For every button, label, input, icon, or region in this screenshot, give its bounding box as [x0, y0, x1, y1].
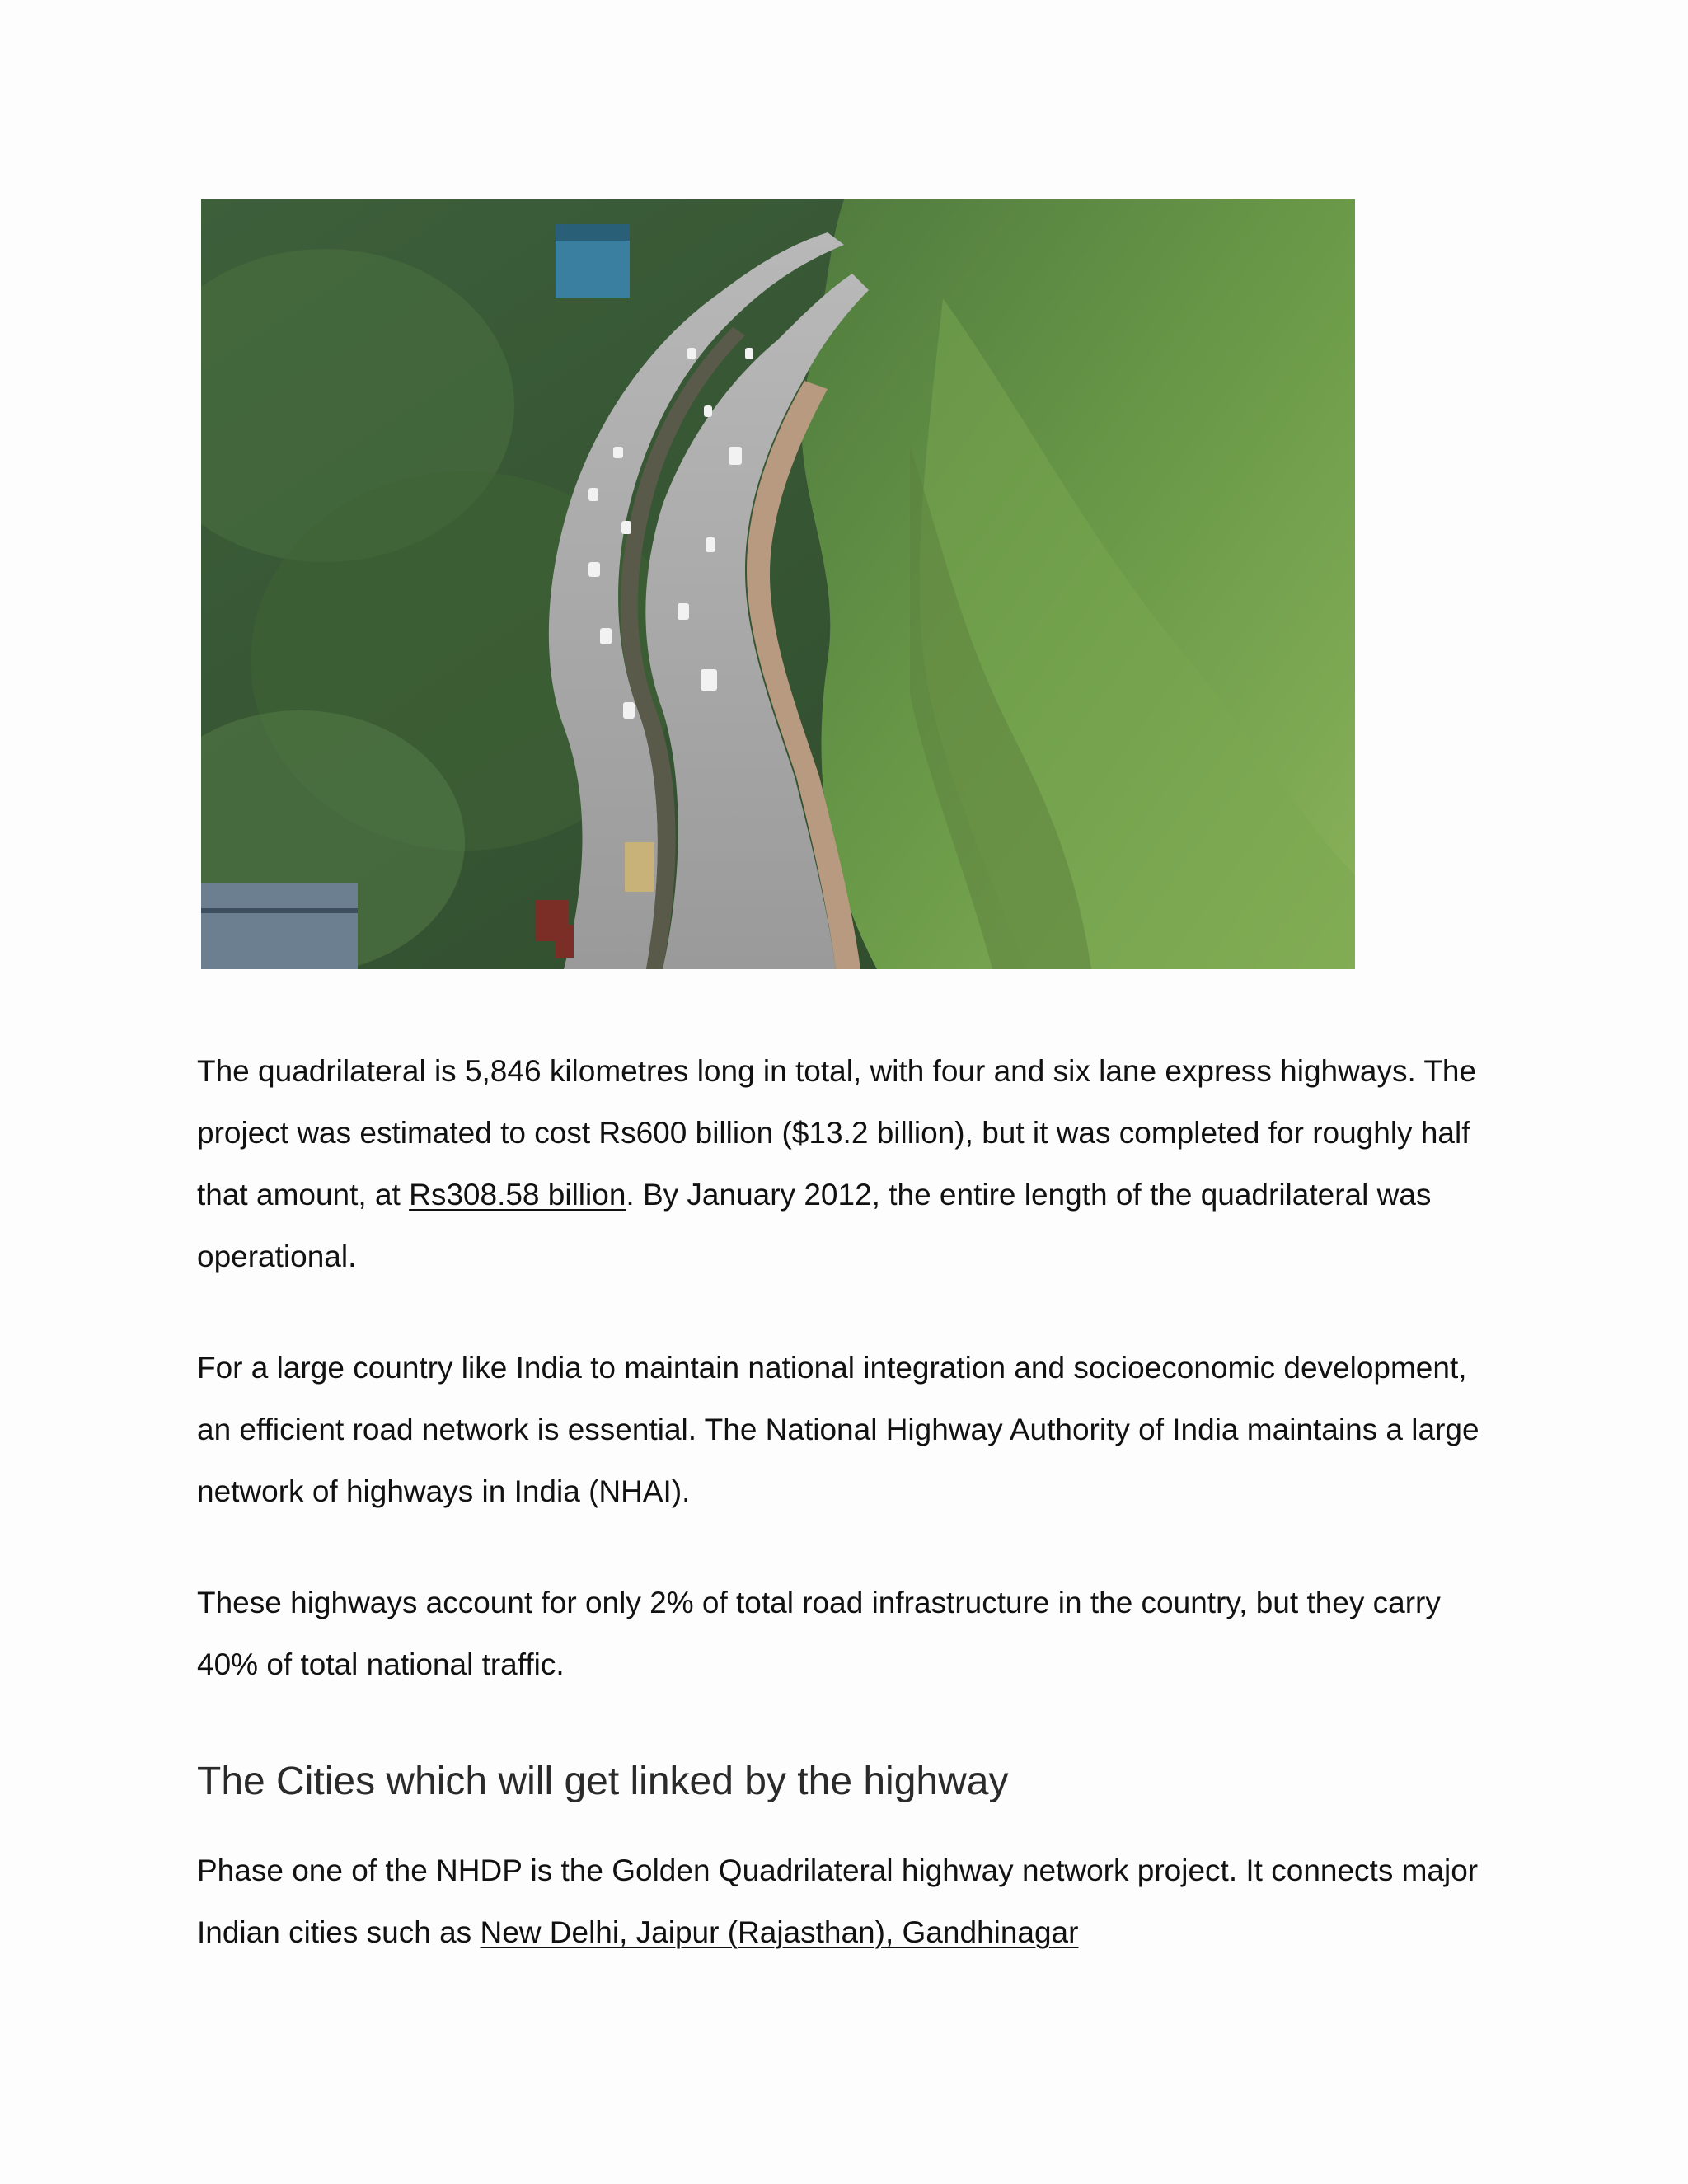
paragraph-text [197, 1040, 1483, 1287]
section-heading-wrapper [197, 1757, 1483, 1807]
paragraph-text [197, 1840, 1483, 1963]
paragraph-text-post: . By January 2012, the entire length of the quadrilateral was operational. [197, 1178, 1432, 1273]
paragraph-text: These highways account for only 2% of total road infrastructure in the country, but they carry 40% of total national traffic. [197, 1586, 1441, 1681]
highway-photo [201, 199, 1355, 969]
cost-link[interactable]: Rs308.58 billion [409, 1178, 626, 1212]
cities-link[interactable]: New Delhi, Jaipur (Rajasthan), Gandhinagar [480, 1915, 1079, 1949]
paragraph-cities [197, 1840, 1483, 1963]
paragraph-text: For a large country like India to maintain national integration and socioeconomic development, an efficient road network is essential. The National Highway Authority of India maintains a large network of highways in India (NHAI). [197, 1351, 1479, 1508]
paragraph-text-pre: The quadrilateral is 5,846 kilometres long in total, with four and six lane express highways. The project was estimated to cost Rs600 billion ($13.2 billion), but it was completed for roughly half that amount, at [197, 1054, 1477, 1212]
paragraph-road-network [197, 1337, 1483, 1522]
section-heading: The Cities which will get linked by the highway [197, 1760, 1009, 1803]
paragraph-traffic [197, 1572, 1483, 1695]
paragraph-text-pre: Phase one of the NHDP is the Golden Quadrilateral highway network project. It connects major Indian cities such as [197, 1854, 1479, 1949]
paragraph-cost [197, 1040, 1483, 1287]
